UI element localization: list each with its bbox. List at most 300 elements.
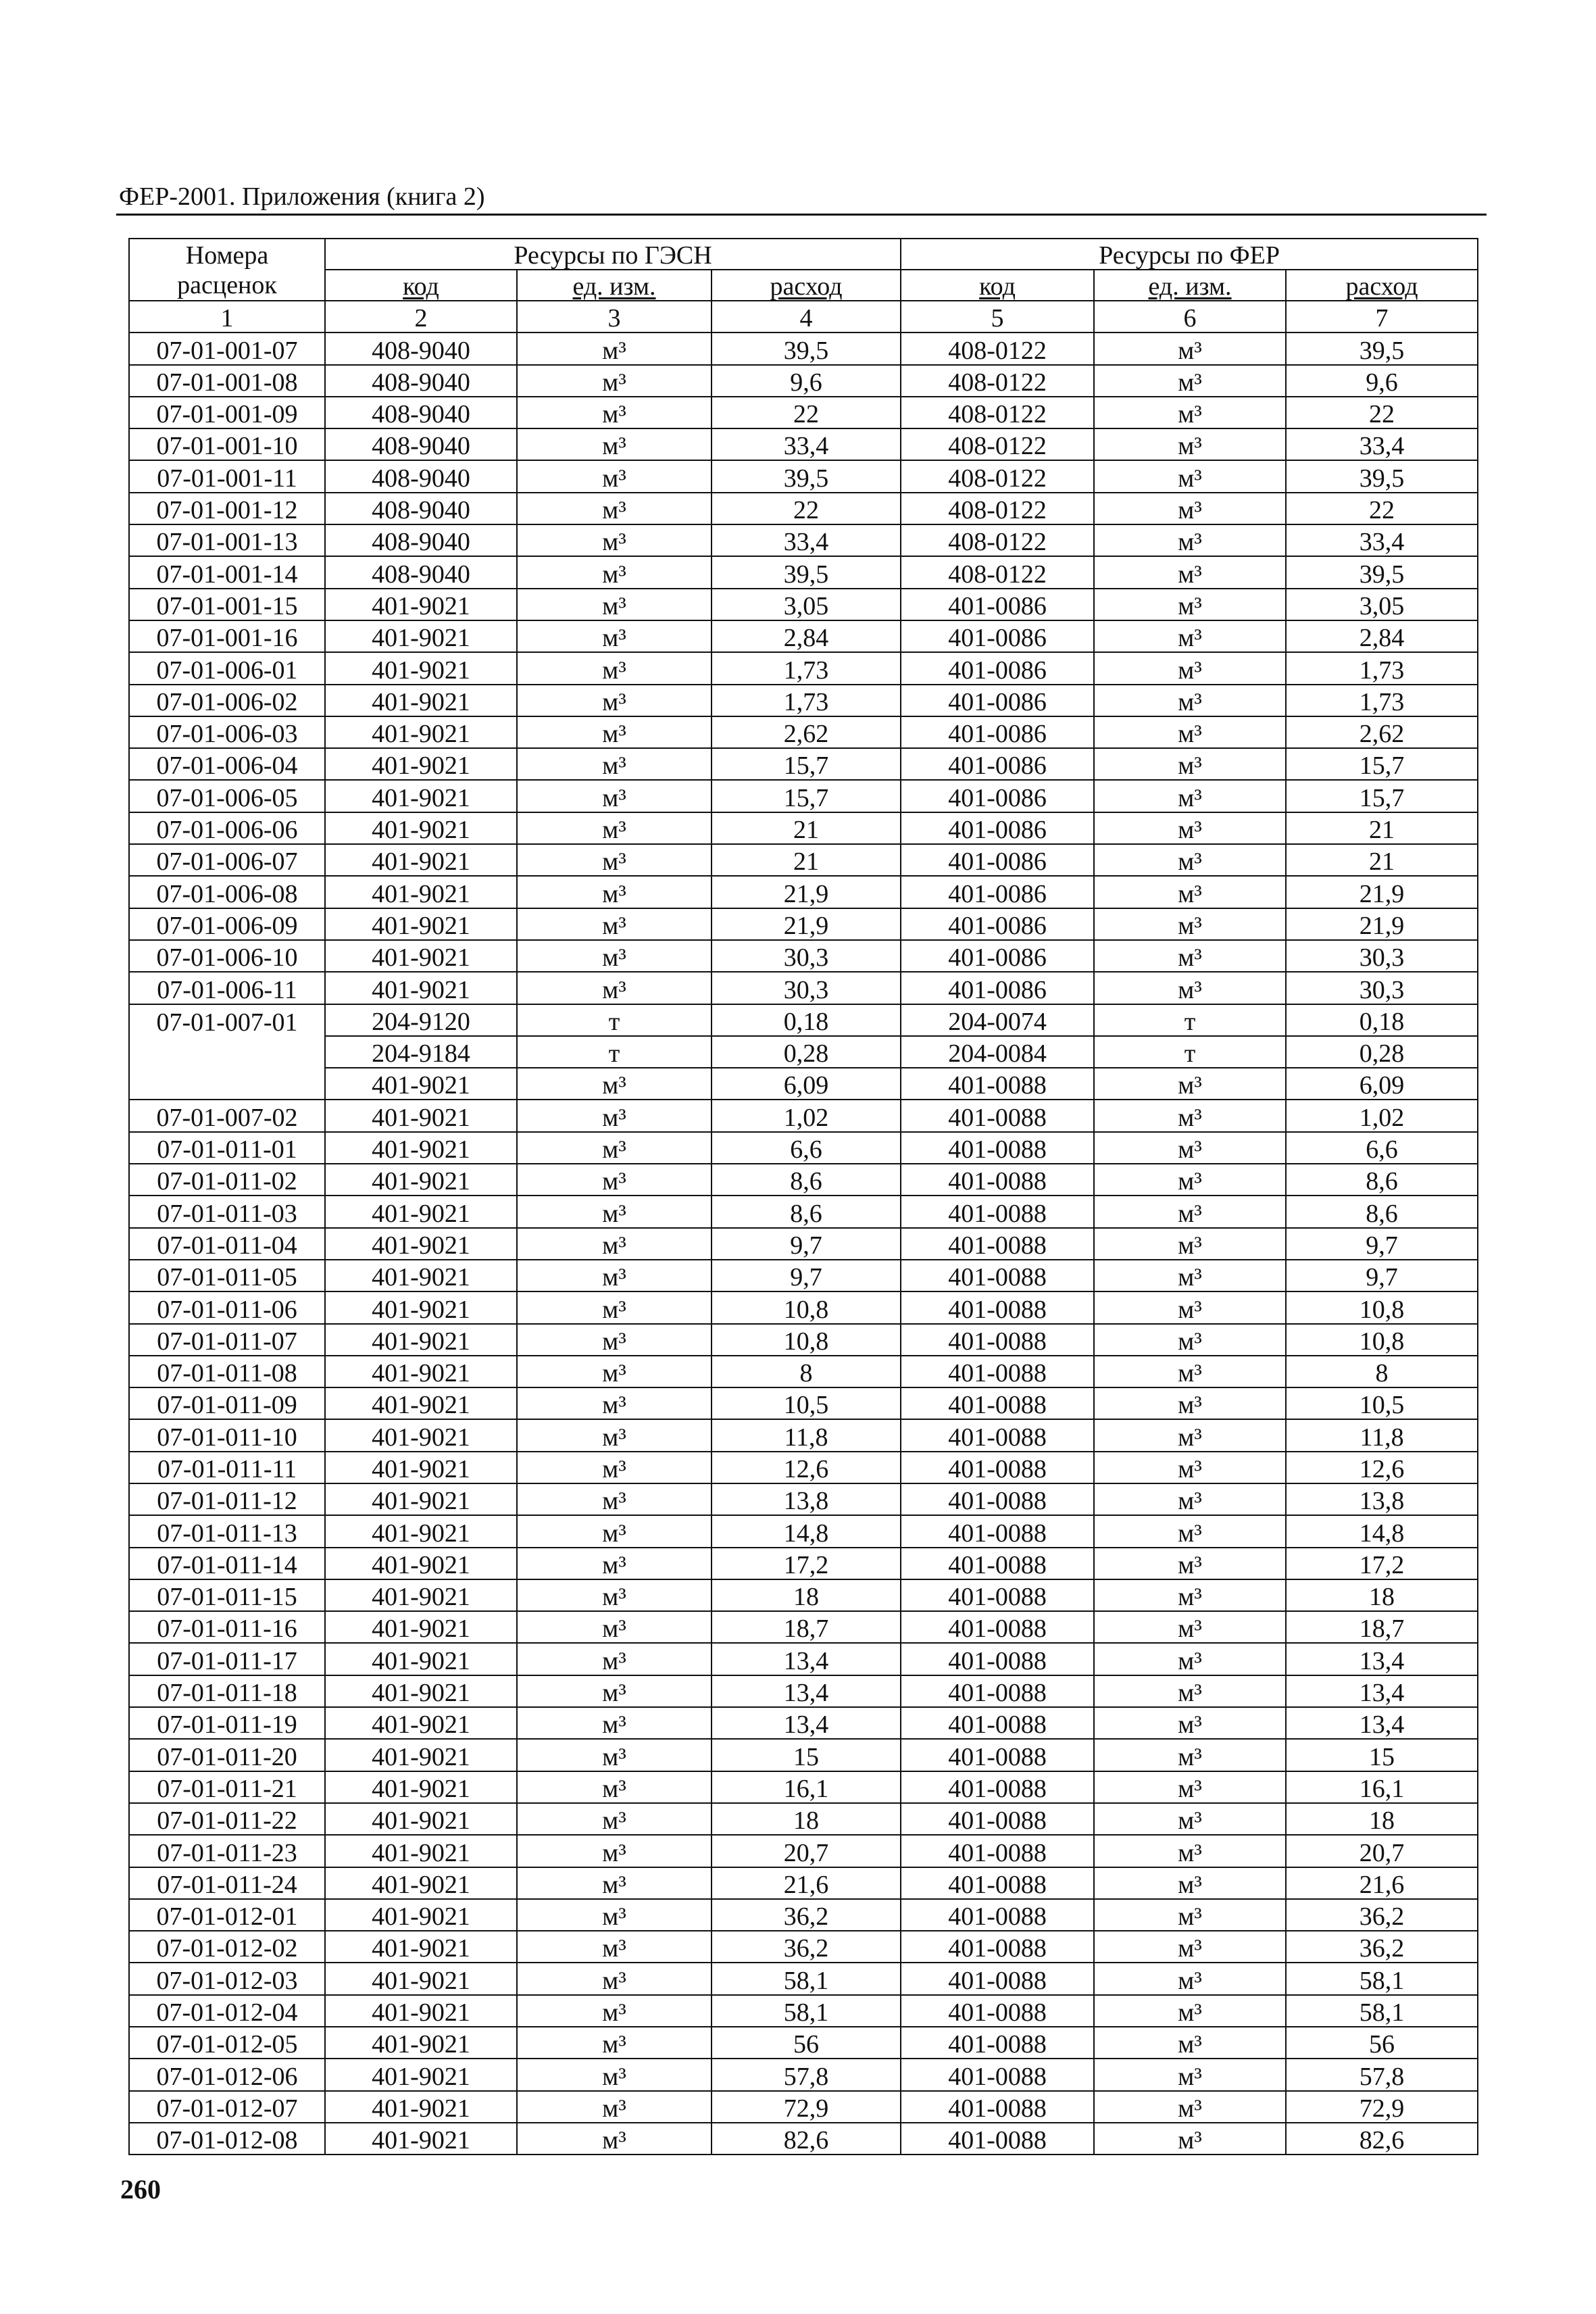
rate-number-cell: 07-01-011-08 <box>129 1356 325 1387</box>
gesn-unit-cell: м³ <box>517 1771 712 1803</box>
fer-consumption-cell: 21 <box>1286 812 1478 844</box>
gesn-code-cell: 401-9021 <box>325 1995 517 2027</box>
table-row <box>129 1579 1478 1611</box>
gesn-consumption-cell: 17,2 <box>712 1548 901 1579</box>
gesn-code-cell: 401-9021 <box>325 589 517 620</box>
gesn-consumption-cell: 21 <box>712 844 901 876</box>
gesn-code-cell: 401-9021 <box>325 1611 517 1643</box>
fer-unit-cell: м³ <box>1094 1675 1286 1707</box>
fer-unit-cell: м³ <box>1094 1387 1286 1419</box>
table-row <box>129 812 1478 844</box>
gesn-code-cell: 401-9021 <box>325 1643 517 1675</box>
table-row <box>129 1707 1478 1739</box>
gesn-consumption-cell: 18 <box>712 1579 901 1611</box>
gesn-consumption-cell: 8 <box>712 1356 901 1387</box>
gesn-consumption-cell: 58,1 <box>712 1963 901 1994</box>
table-row <box>129 1228 1478 1260</box>
gesn-consumption-cell: 10,8 <box>712 1324 901 1356</box>
gesn-consumption-cell: 10,5 <box>712 1387 901 1419</box>
fer-unit-cell: м³ <box>1094 1356 1286 1387</box>
rate-number-cell: 07-01-011-17 <box>129 1643 325 1675</box>
fer-unit-cell: м³ <box>1094 1867 1286 1899</box>
rate-number-cell: 07-01-001-11 <box>129 460 325 492</box>
fer-unit-cell: м³ <box>1094 365 1286 397</box>
gesn-code-cell: 401-9021 <box>325 1579 517 1611</box>
fer-consumption-cell: 1,73 <box>1286 652 1478 684</box>
fer-code-cell: 408-0122 <box>901 524 1094 556</box>
table-row <box>129 652 1478 684</box>
rate-number-cell: 07-01-001-13 <box>129 524 325 556</box>
rate-number-cell: 07-01-011-09 <box>129 1387 325 1419</box>
fer-code-cell: 408-0122 <box>901 556 1094 588</box>
fer-unit-cell: т <box>1094 1004 1286 1036</box>
fer-code-cell: 408-0122 <box>901 493 1094 524</box>
page-header-title: ФЕР-2001. Приложения (книга 2) <box>119 182 485 211</box>
gesn-consumption-cell: 2,84 <box>712 620 901 652</box>
gesn-code-cell: 408-9040 <box>325 493 517 524</box>
fer-unit-cell: м³ <box>1094 493 1286 524</box>
gesn-code-cell: 401-9021 <box>325 1452 517 1483</box>
gesn-consumption-cell: 15,7 <box>712 748 901 780</box>
gesn-unit-cell: м³ <box>517 1963 712 1994</box>
table-row <box>129 493 1478 524</box>
fer-code-cell: 401-0086 <box>901 589 1094 620</box>
fer-code-cell: 401-0088 <box>901 1835 1094 1867</box>
fer-consumption-cell: 2,62 <box>1286 716 1478 748</box>
gesn-unit-cell: м³ <box>517 1260 712 1291</box>
gesn-unit-cell: м³ <box>517 1548 712 1579</box>
gesn-unit-cell: м³ <box>517 1835 712 1867</box>
gesn-unit-cell: м³ <box>517 1452 712 1483</box>
fer-unit-cell: м³ <box>1094 1579 1286 1611</box>
table-row <box>129 940 1478 972</box>
fer-code-cell: 408-0122 <box>901 333 1094 364</box>
gesn-unit-cell: м³ <box>517 365 712 397</box>
gesn-consumption-cell: 21,6 <box>712 1867 901 1899</box>
rate-number-cell: 07-01-006-10 <box>129 940 325 972</box>
gesn-consumption-cell: 0,18 <box>712 1004 901 1036</box>
table-row <box>129 716 1478 748</box>
fer-unit-cell: м³ <box>1094 460 1286 492</box>
fer-unit-cell: м³ <box>1094 333 1286 364</box>
gesn-code-cell: 401-9021 <box>325 1260 517 1291</box>
gesn-unit-cell: м³ <box>517 1196 712 1227</box>
fer-consumption-cell: 30,3 <box>1286 972 1478 1004</box>
rate-number-cell: 07-01-006-01 <box>129 652 325 684</box>
gesn-code-cell: 408-9040 <box>325 428 517 460</box>
table-row <box>129 1100 1478 1131</box>
fer-unit-cell: м³ <box>1094 1643 1286 1675</box>
fer-code-cell: 401-0088 <box>901 1132 1094 1164</box>
header-row-columns <box>129 270 1478 301</box>
fer-unit-cell: м³ <box>1094 1132 1286 1164</box>
table-row <box>129 1196 1478 1227</box>
fer-consumption-cell: 13,8 <box>1286 1483 1478 1515</box>
fer-unit-cell: м³ <box>1094 1260 1286 1291</box>
fer-code-cell: 401-0088 <box>901 1611 1094 1643</box>
gesn-unit-cell: м³ <box>517 493 712 524</box>
fer-unit-cell: м³ <box>1094 876 1286 908</box>
rate-number-cell: 07-01-011-04 <box>129 1228 325 1260</box>
fer-code-cell: 401-0088 <box>901 1707 1094 1739</box>
fer-consumption-cell: 33,4 <box>1286 428 1478 460</box>
table-row <box>129 1483 1478 1515</box>
gesn-unit-cell: м³ <box>517 1228 712 1260</box>
rate-number-cell: 07-01-006-08 <box>129 876 325 908</box>
gesn-code-cell: 401-9021 <box>325 1899 517 1931</box>
fer-consumption-cell: 30,3 <box>1286 940 1478 972</box>
gesn-consumption-cell: 14,8 <box>712 1515 901 1547</box>
rate-number-cell: 07-01-011-24 <box>129 1867 325 1899</box>
fer-unit-cell: м³ <box>1094 1164 1286 1196</box>
table-row <box>129 1611 1478 1643</box>
gesn-consumption-cell: 15 <box>712 1739 901 1771</box>
table-row <box>129 748 1478 780</box>
header-gesn-group: Ресурсы по ГЭСН <box>325 239 901 270</box>
gesn-consumption-cell: 1,73 <box>712 685 901 716</box>
fer-code-cell: 401-0086 <box>901 780 1094 812</box>
table-row <box>129 1931 1478 1963</box>
gesn-unit-cell: м³ <box>517 524 712 556</box>
rate-number-cell: 07-01-011-07 <box>129 1324 325 1356</box>
fer-code-cell: 401-0088 <box>901 1100 1094 1131</box>
table-row <box>129 556 1478 588</box>
fer-code-cell: 401-0088 <box>901 1931 1094 1963</box>
fer-unit-cell: м³ <box>1094 556 1286 588</box>
fer-consumption-cell: 22 <box>1286 397 1478 428</box>
fer-unit-cell: м³ <box>1094 1771 1286 1803</box>
gesn-unit-cell: м³ <box>517 1579 712 1611</box>
gesn-unit-cell: м³ <box>517 1164 712 1196</box>
fer-code-cell: 401-0088 <box>901 2059 1094 2090</box>
gesn-consumption-cell: 2,62 <box>712 716 901 748</box>
gesn-code-cell: 401-9021 <box>325 2123 517 2155</box>
fer-unit-cell: м³ <box>1094 812 1286 844</box>
rate-number-cell: 07-01-011-13 <box>129 1515 325 1547</box>
rate-number-cell: 07-01-001-10 <box>129 428 325 460</box>
gesn-code-cell: 401-9021 <box>325 1419 517 1451</box>
rate-number-cell: 07-01-001-08 <box>129 365 325 397</box>
fer-unit-cell: м³ <box>1094 1068 1286 1100</box>
fer-code-cell: 401-0088 <box>901 1356 1094 1387</box>
fer-consumption-cell: 12,6 <box>1286 1452 1478 1483</box>
gesn-unit-cell: м³ <box>517 844 712 876</box>
gesn-consumption-cell: 0,28 <box>712 1036 901 1068</box>
fer-unit-cell: м³ <box>1094 428 1286 460</box>
gesn-code-cell: 401-9021 <box>325 1100 517 1131</box>
gesn-consumption-cell: 16,1 <box>712 1771 901 1803</box>
gesn-unit-cell: м³ <box>517 1899 712 1931</box>
rate-number-cell: 07-01-012-01 <box>129 1899 325 1931</box>
fer-unit-cell: м³ <box>1094 1739 1286 1771</box>
table-row <box>129 1548 1478 1579</box>
fer-code-cell: 401-0086 <box>901 716 1094 748</box>
fer-unit-cell: м³ <box>1094 1803 1286 1835</box>
fer-code-cell: 401-0086 <box>901 812 1094 844</box>
table-row <box>129 1995 1478 2027</box>
gesn-unit-cell: м³ <box>517 972 712 1004</box>
fer-consumption-cell: 15 <box>1286 1739 1478 1771</box>
gesn-consumption-cell: 22 <box>712 397 901 428</box>
gesn-code-cell: 408-9040 <box>325 365 517 397</box>
fer-code-cell: 401-0088 <box>901 1771 1094 1803</box>
fer-code-cell: 204-0084 <box>901 1036 1094 1068</box>
table-row <box>129 1515 1478 1547</box>
fer-code-cell: 401-0088 <box>901 1196 1094 1227</box>
fer-code-cell: 401-0086 <box>901 844 1094 876</box>
rate-number-cell: 07-01-001-09 <box>129 397 325 428</box>
table-row <box>129 1803 1478 1835</box>
gesn-code-cell: 401-9021 <box>325 1196 517 1227</box>
gesn-unit-cell: м³ <box>517 2027 712 2059</box>
fer-code-cell: 401-0086 <box>901 748 1094 780</box>
fer-unit-cell: м³ <box>1094 748 1286 780</box>
fer-unit-cell: м³ <box>1094 1548 1286 1579</box>
gesn-unit-cell: м³ <box>517 876 712 908</box>
gesn-consumption-cell: 9,6 <box>712 365 901 397</box>
gesn-unit-cell: м³ <box>517 589 712 620</box>
gesn-unit-cell: м³ <box>517 652 712 684</box>
gesn-code-cell: 401-9021 <box>325 1867 517 1899</box>
gesn-unit-cell: м³ <box>517 620 712 652</box>
gesn-consumption-cell: 30,3 <box>712 940 901 972</box>
gesn-unit-cell: м³ <box>517 1100 712 1131</box>
rate-number-cell: 07-01-006-02 <box>129 685 325 716</box>
fer-code-cell: 401-0088 <box>901 1291 1094 1323</box>
fer-consumption-cell: 8,6 <box>1286 1164 1478 1196</box>
fer-unit-cell: м³ <box>1094 1835 1286 1867</box>
fer-code-cell: 401-0088 <box>901 1579 1094 1611</box>
gesn-consumption-cell: 82,6 <box>712 2123 901 2155</box>
gesn-consumption-cell: 72,9 <box>712 2091 901 2123</box>
gesn-code-cell: 408-9040 <box>325 333 517 364</box>
fer-code-cell: 401-0088 <box>901 1643 1094 1675</box>
gesn-unit-cell: м³ <box>517 1995 712 2027</box>
rate-number-cell: 07-01-011-20 <box>129 1739 325 1771</box>
gesn-consumption-cell: 13,4 <box>712 1707 901 1739</box>
table-row <box>129 1739 1478 1771</box>
gesn-code-cell: 401-9021 <box>325 1739 517 1771</box>
header-rates-label: Номера расценок <box>177 241 277 299</box>
gesn-code-cell: 401-9021 <box>325 620 517 652</box>
fer-consumption-cell: 72,9 <box>1286 2091 1478 2123</box>
gesn-unit-cell: м³ <box>517 748 712 780</box>
fer-consumption-cell: 13,4 <box>1286 1707 1478 1739</box>
header-fer-unit: ед. изм. <box>1094 270 1286 301</box>
rate-number-cell: 07-01-006-03 <box>129 716 325 748</box>
fer-consumption-cell: 0,28 <box>1286 1036 1478 1068</box>
gesn-unit-cell: м³ <box>517 397 712 428</box>
gesn-code-cell: 401-9021 <box>325 1803 517 1835</box>
fer-unit-cell: м³ <box>1094 1196 1286 1227</box>
gesn-code-cell: 401-9021 <box>325 685 517 716</box>
rate-number-cell: 07-01-011-23 <box>129 1835 325 1867</box>
gesn-code-cell: 204-9184 <box>325 1036 517 1068</box>
fer-unit-cell: м³ <box>1094 1707 1286 1739</box>
gesn-consumption-cell: 18,7 <box>712 1611 901 1643</box>
gesn-code-cell: 401-9021 <box>325 876 517 908</box>
table-row <box>129 1643 1478 1675</box>
fer-consumption-cell: 33,4 <box>1286 524 1478 556</box>
rate-number-cell: 07-01-011-10 <box>129 1419 325 1451</box>
fer-code-cell: 401-0086 <box>901 620 1094 652</box>
gesn-code-cell: 401-9021 <box>325 940 517 972</box>
fer-consumption-cell: 18 <box>1286 1579 1478 1611</box>
rate-number-cell: 07-01-001-15 <box>129 589 325 620</box>
rate-number-cell: 07-01-006-06 <box>129 812 325 844</box>
fer-code-cell: 401-0088 <box>901 2091 1094 2123</box>
gesn-code-cell: 401-9021 <box>325 716 517 748</box>
gesn-unit-cell: т <box>517 1004 712 1036</box>
gesn-unit-cell: м³ <box>517 428 712 460</box>
rate-number-cell: 07-01-011-14 <box>129 1548 325 1579</box>
gesn-unit-cell: м³ <box>517 1291 712 1323</box>
fer-unit-cell: м³ <box>1094 1995 1286 2027</box>
fer-consumption-cell: 39,5 <box>1286 460 1478 492</box>
gesn-consumption-cell: 30,3 <box>712 972 901 1004</box>
fer-consumption-cell: 58,1 <box>1286 1995 1478 2027</box>
fer-unit-cell: м³ <box>1094 589 1286 620</box>
gesn-unit-cell: м³ <box>517 1643 712 1675</box>
fer-unit-cell: м³ <box>1094 524 1286 556</box>
fer-code-cell: 408-0122 <box>901 397 1094 428</box>
gesn-unit-cell: м³ <box>517 812 712 844</box>
fer-code-cell: 401-0088 <box>901 1260 1094 1291</box>
column-number: 6 <box>1094 301 1286 333</box>
rate-number-cell: 07-01-011-18 <box>129 1675 325 1707</box>
rate-number-cell: 07-01-012-06 <box>129 2059 325 2090</box>
gesn-unit-cell: м³ <box>517 940 712 972</box>
fer-unit-cell: м³ <box>1094 1291 1286 1323</box>
table-row <box>129 397 1478 428</box>
fer-consumption-cell: 39,5 <box>1286 556 1478 588</box>
column-number: 5 <box>901 301 1094 333</box>
table-row <box>129 780 1478 812</box>
gesn-code-cell: 401-9021 <box>325 812 517 844</box>
gesn-code-cell: 401-9021 <box>325 1068 517 1100</box>
gesn-unit-cell: м³ <box>517 685 712 716</box>
fer-code-cell: 408-0122 <box>901 460 1094 492</box>
rate-number-cell: 07-01-011-02 <box>129 1164 325 1196</box>
fer-unit-cell: м³ <box>1094 940 1286 972</box>
resources-table <box>128 238 1478 2155</box>
rate-number-cell: 07-01-001-14 <box>129 556 325 588</box>
gesn-consumption-cell: 21,9 <box>712 908 901 940</box>
fer-unit-cell: м³ <box>1094 844 1286 876</box>
gesn-code-cell: 204-9120 <box>325 1004 517 1036</box>
table-row <box>129 620 1478 652</box>
fer-unit-cell: м³ <box>1094 2059 1286 2090</box>
table-row <box>129 1675 1478 1707</box>
fer-code-cell: 401-0088 <box>901 1164 1094 1196</box>
fer-unit-cell: м³ <box>1094 2123 1286 2155</box>
header-gesn-unit: ед. изм. <box>517 270 712 301</box>
gesn-unit-cell: м³ <box>517 780 712 812</box>
gesn-consumption-cell: 39,5 <box>712 460 901 492</box>
table-row <box>129 1356 1478 1387</box>
fer-unit-cell: м³ <box>1094 1899 1286 1931</box>
rate-number-cell: 07-01-012-03 <box>129 1963 325 1994</box>
gesn-unit-cell: м³ <box>517 556 712 588</box>
fer-code-cell: 401-0088 <box>901 1483 1094 1515</box>
fer-unit-cell: м³ <box>1094 1611 1286 1643</box>
fer-unit-cell: м³ <box>1094 620 1286 652</box>
gesn-consumption-cell: 13,4 <box>712 1643 901 1675</box>
fer-consumption-cell: 21,6 <box>1286 1867 1478 1899</box>
rate-number-cell: 07-01-011-11 <box>129 1452 325 1483</box>
gesn-consumption-cell: 21 <box>712 812 901 844</box>
table-row <box>129 460 1478 492</box>
fer-unit-cell: м³ <box>1094 1931 1286 1963</box>
fer-consumption-cell: 9,7 <box>1286 1260 1478 1291</box>
fer-unit-cell: м³ <box>1094 908 1286 940</box>
fer-code-cell: 401-0088 <box>901 1867 1094 1899</box>
rate-number-cell: 07-01-006-07 <box>129 844 325 876</box>
gesn-unit-cell: м³ <box>517 908 712 940</box>
fer-code-cell: 401-0088 <box>901 1515 1094 1547</box>
fer-code-cell: 401-0088 <box>901 2123 1094 2155</box>
gesn-consumption-cell: 39,5 <box>712 556 901 588</box>
fer-consumption-cell: 3,05 <box>1286 589 1478 620</box>
gesn-code-cell: 401-9021 <box>325 1675 517 1707</box>
gesn-code-cell: 401-9021 <box>325 1228 517 1260</box>
fer-consumption-cell: 11,8 <box>1286 1419 1478 1451</box>
gesn-unit-cell: м³ <box>517 1387 712 1419</box>
rate-number-cell: 07-01-012-02 <box>129 1931 325 1963</box>
fer-consumption-cell: 14,8 <box>1286 1515 1478 1547</box>
fer-consumption-cell: 8 <box>1286 1356 1478 1387</box>
gesn-code-cell: 401-9021 <box>325 1483 517 1515</box>
gesn-unit-cell: м³ <box>517 2091 712 2123</box>
fer-unit-cell: м³ <box>1094 2091 1286 2123</box>
table-row <box>129 1771 1478 1803</box>
gesn-consumption-cell: 33,4 <box>712 428 901 460</box>
rate-number-cell: 07-01-011-06 <box>129 1291 325 1323</box>
table-row <box>129 1291 1478 1323</box>
rate-number-cell: 07-01-001-07 <box>129 333 325 364</box>
column-number: 7 <box>1286 301 1478 333</box>
gesn-consumption-cell: 22 <box>712 493 901 524</box>
gesn-consumption-cell: 18 <box>712 1803 901 1835</box>
fer-unit-cell: м³ <box>1094 1483 1286 1515</box>
table-row <box>129 2091 1478 2123</box>
fer-consumption-cell: 6,6 <box>1286 1132 1478 1164</box>
gesn-code-cell: 401-9021 <box>325 1963 517 1994</box>
rate-number-cell: 07-01-006-05 <box>129 780 325 812</box>
rate-number-cell: 07-01-006-09 <box>129 908 325 940</box>
fer-unit-cell: м³ <box>1094 685 1286 716</box>
fer-code-cell: 401-0088 <box>901 1387 1094 1419</box>
rate-number-cell: 07-01-011-21 <box>129 1771 325 1803</box>
fer-consumption-cell: 10,5 <box>1286 1387 1478 1419</box>
gesn-code-cell: 401-9021 <box>325 780 517 812</box>
gesn-code-cell: 401-9021 <box>325 1515 517 1547</box>
fer-unit-cell: м³ <box>1094 1452 1286 1483</box>
rate-number-cell: 07-01-011-12 <box>129 1483 325 1515</box>
fer-code-cell: 401-0088 <box>901 1228 1094 1260</box>
rate-number-cell: 07-01-012-07 <box>129 2091 325 2123</box>
fer-unit-cell: м³ <box>1094 780 1286 812</box>
gesn-code-cell: 401-9021 <box>325 748 517 780</box>
fer-unit-cell: м³ <box>1094 1228 1286 1260</box>
fer-code-cell: 401-0088 <box>901 1739 1094 1771</box>
gesn-consumption-cell: 10,8 <box>712 1291 901 1323</box>
gesn-code-cell: 401-9021 <box>325 1291 517 1323</box>
fer-code-cell: 401-0088 <box>901 1548 1094 1579</box>
header-fer-group: Ресурсы по ФЕР <box>901 239 1478 270</box>
rate-number-cell: 07-01-011-05 <box>129 1260 325 1291</box>
table-row <box>129 365 1478 397</box>
